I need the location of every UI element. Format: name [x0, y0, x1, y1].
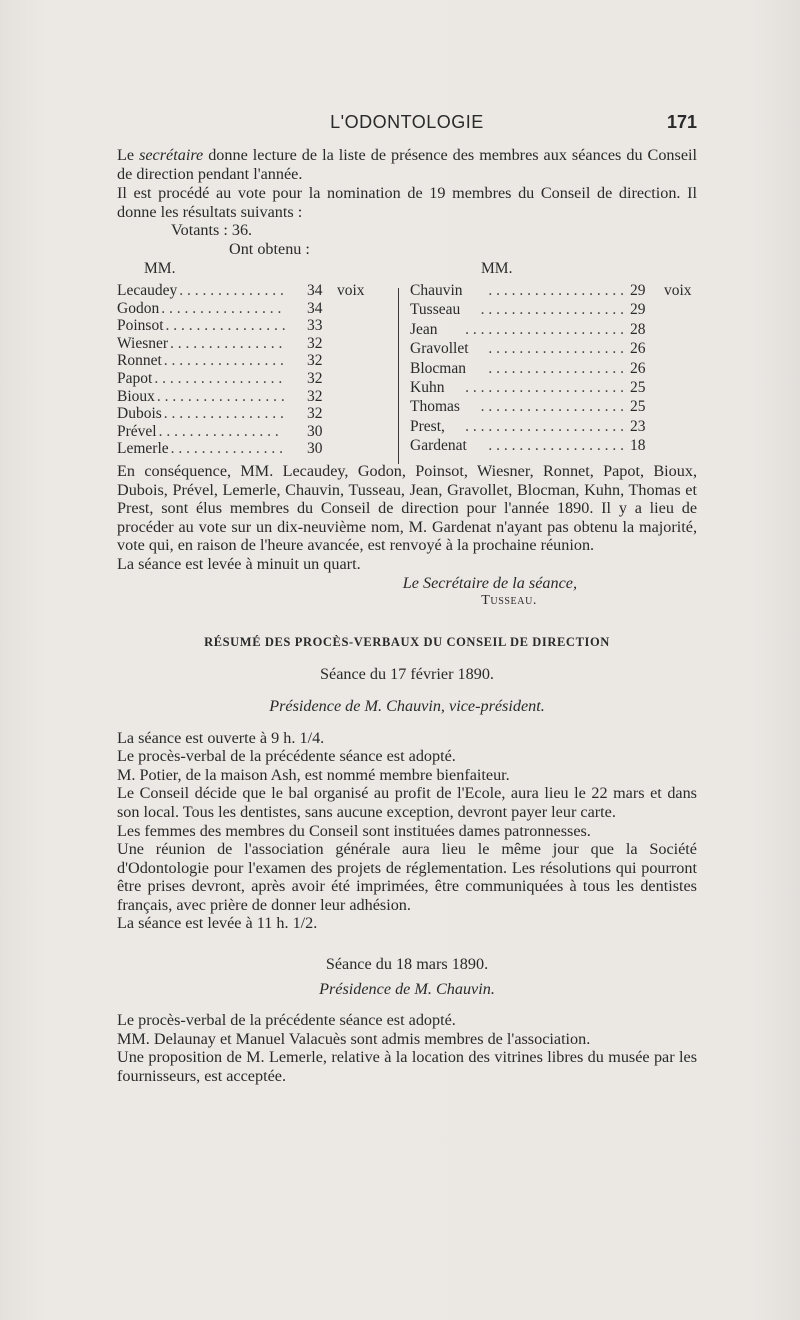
left-vote-row: [117, 423, 387, 441]
vote-unit: voix: [337, 282, 365, 299]
vote-results-table: [117, 260, 697, 462]
member-name: Bioux: [117, 387, 155, 405]
left-vote-column: [117, 282, 387, 458]
left-vote-row: [117, 335, 387, 353]
votants-line: Votants : 36.: [171, 221, 253, 240]
body-block: [117, 462, 697, 1086]
vote-count: 32: [307, 352, 323, 370]
leader-dots: . . . . . . . . . . . . . . . . .: [154, 369, 283, 387]
intro-paragraph-2: Il est procédé au vote pour la nomination de 19 membres du Conseil de direction. Il donne les résultats suivants :: [117, 184, 697, 221]
leader-dots: . . . . . . . . . . . . . . . .: [163, 405, 284, 423]
leader-dots: . . . . . . . . . . . . . . . . . .: [488, 340, 624, 358]
signature-name: Tusseau.: [481, 593, 537, 609]
signature-role: Le Secrétaire de la séance,: [402, 573, 577, 592]
seance2-presidence: Présidence de M. Chauvin.: [319, 979, 495, 998]
leader-dots: . . . . . . . . . . . . . . . .: [158, 422, 279, 440]
left-vote-row: [117, 300, 387, 318]
left-vote-row: [117, 405, 387, 423]
vote-count: 26: [630, 359, 646, 377]
leader-dots: . . . . . . . . . . . . . . . . . . . . .: [465, 378, 624, 396]
leader-dots: . . . . . . . . . . . . . . . . . . .: [480, 301, 624, 319]
left-vote-row: [117, 317, 387, 335]
vote-count: 23: [630, 417, 646, 435]
seance1-paragraph: La séance est levée à 11 h. 1/2.: [117, 914, 318, 933]
right-vote-row: [410, 398, 697, 417]
member-name: Kuhn: [410, 378, 445, 396]
member-name: Prest,: [410, 417, 445, 435]
column-divider: [398, 288, 399, 464]
seance2-paragraphs: [117, 1011, 697, 1085]
intro-block: [117, 146, 697, 259]
seance1-paragraph: Le Conseil décide que le bal organisé au profit de l'Ecole, aura lieu le 22 mars et dans son local. Tous les dentistes, sans aucune exception, devront payer leur carte.: [117, 784, 697, 821]
leader-dots: . . . . . . . . . . . . . . . . . .: [488, 437, 624, 455]
vote-count: 33: [307, 317, 323, 335]
seance2-paragraph: MM. Delaunay et Manuel Valacuès sont admis membres de l'association.: [117, 1029, 591, 1048]
seance1-paragraph: La séance est ouverte à 9 h. 1/4.: [117, 728, 325, 747]
vote-count: 29: [630, 282, 646, 299]
member-name: Lecaudey: [117, 282, 178, 299]
right-vote-row: [410, 321, 697, 340]
vote-count: 28: [630, 320, 646, 338]
member-name: Gardenat: [410, 437, 467, 455]
vote-count: 30: [307, 440, 323, 458]
member-name: Thomas: [410, 398, 460, 416]
leader-dots: . . . . . . . . . . . . . . . . . . .: [480, 398, 624, 416]
journal-title: L'ODONTOLOGIE: [330, 112, 484, 132]
seance1-paragraph: Le procès-verbal de la précédente séance est adopté.: [117, 747, 456, 766]
left-vote-row: [117, 370, 387, 388]
ont-obtenu-line: Ont obtenu :: [229, 239, 310, 258]
leader-dots: . . . . . . . . . . . . . . . . .: [156, 387, 285, 405]
seance2-date: Séance du 18 mars 1890.: [325, 955, 489, 974]
right-vote-row: [410, 360, 697, 379]
seance2-paragraph: Le procès-verbal de la précédente séance est adopté.: [117, 1011, 456, 1030]
member-name: Wiesner: [117, 334, 169, 352]
vote-count: 25: [630, 398, 646, 416]
vote-count: 32: [307, 405, 323, 423]
left-vote-row: [117, 352, 387, 370]
leader-dots: . . . . . . . . . . . . . .: [179, 282, 284, 299]
vote-count: 32: [307, 387, 323, 405]
member-name: Chauvin: [410, 282, 463, 299]
member-name: Jean: [410, 320, 438, 338]
seance1-paragraph: Une réunion de l'association générale aura lieu le même jour que la Société d'Odontologie pour l'examen des projets de réglementation. Les résolutions qui pourront être prises devront, après avoir été imprimées, être communiquées à tous les dentistes français, avec prière de donner leur adhésion.: [117, 840, 697, 914]
vote-unit: voix: [664, 282, 692, 299]
member-name: Papot: [117, 369, 153, 387]
vote-count: 18: [630, 437, 646, 455]
leader-dots: . . . . . . . . . . . . . . . .: [163, 352, 284, 370]
right-vote-column: [410, 282, 697, 457]
member-name: Gravollet: [410, 340, 469, 358]
seance1-presidence: Présidence de M. Chauvin, vice-président.: [269, 696, 545, 715]
seance1-paragraph: Les femmes des membres du Conseil sont instituées dames patronnesses.: [117, 821, 591, 840]
member-name: Poinsot: [117, 317, 164, 335]
vote-count: 26: [630, 340, 646, 358]
right-vote-row: [410, 282, 697, 301]
member-name: Tusseau: [410, 301, 461, 319]
right-vote-row: [410, 301, 697, 320]
right-vote-row: [410, 379, 697, 398]
member-name: Ronnet: [117, 352, 162, 370]
member-name: Godon: [117, 299, 160, 317]
member-name: Lemerle: [117, 440, 169, 458]
vote-count: 30: [307, 422, 323, 440]
left-column-heading: MM.: [144, 260, 176, 277]
seance2-paragraph: Une proposition de M. Lemerle, relative à la location des vitrines libres du musée par les fournisseurs, est acceptée.: [117, 1048, 697, 1086]
resume-title: RÉSUMÉ DES PROCÈS-VERBAUX DU CONSEIL DE DIRECTION: [204, 634, 610, 649]
leader-dots: . . . . . . . . . . . . . . . . . .: [488, 359, 624, 377]
leader-dots: . . . . . . . . . . . . . . . .: [161, 299, 282, 317]
intro-paragraph-1-text: Le secrétaire donne lecture de la liste de présence des membres aux séances du Conseil de direction pendant l'année.: [117, 146, 697, 183]
vote-count: 34: [307, 282, 323, 299]
vote-count: 29: [630, 301, 646, 319]
leader-dots: . . . . . . . . . . . . . . . . . . . . .: [465, 417, 624, 435]
leader-dots: . . . . . . . . . . . . . . .: [170, 334, 283, 352]
seance1-date: Séance du 17 février 1890.: [320, 665, 494, 684]
right-vote-row: [410, 418, 697, 437]
vote-count: 32: [307, 369, 323, 387]
right-vote-row: [410, 437, 697, 456]
left-vote-row: [117, 440, 387, 458]
member-name: Blocman: [410, 359, 466, 377]
intro-paragraph-1: [117, 146, 697, 183]
leader-dots: . . . . . . . . . . . . . . .: [170, 440, 284, 458]
leader-dots: . . . . . . . . . . . . . . . . . . . . .: [465, 320, 624, 338]
left-vote-row: [117, 282, 387, 300]
member-name: Dubois: [117, 405, 162, 423]
running-header: [117, 112, 697, 134]
seance1-paragraphs: [117, 729, 697, 934]
consequence-paragraph: En conséquence, MM. Lecaudey, Godon, Poinsot, Wiesner, Ronnet, Papot, Bioux, Dubois, Prével, Lemerle, Chauvin, Tusseau, Jean, Gravollet, Blocman, Kuhn, Thomas et Prest, sont élus membres du Conseil de direction pour l'année 1890. Il y a lieu de procéder au vote sur un dix-neuvième nom, M. Gardenat n'ayant pas obtenu la majorité, vote qui, en raison de l'heure avancée, est renvoyé à la prochaine réunion.: [117, 462, 697, 555]
member-name: Prével: [117, 422, 157, 440]
right-column-heading: MM.: [481, 260, 513, 277]
left-vote-row: [117, 388, 387, 406]
page-number: 171: [666, 112, 697, 132]
leader-dots: . . . . . . . . . . . . . . . . . .: [488, 282, 624, 299]
seance-levee-line: La séance est levée à minuit un quart.: [117, 554, 361, 573]
italic-word: secrétaire: [139, 146, 204, 164]
leader-dots: . . . . . . . . . . . . . . . .: [165, 317, 286, 335]
vote-count: 25: [630, 378, 646, 396]
vote-count: 34: [307, 299, 323, 317]
vote-count: 32: [307, 334, 323, 352]
seance1-paragraph: M. Potier, de la maison Ash, est nommé membre bienfaiteur.: [117, 765, 510, 784]
right-vote-row: [410, 340, 697, 359]
